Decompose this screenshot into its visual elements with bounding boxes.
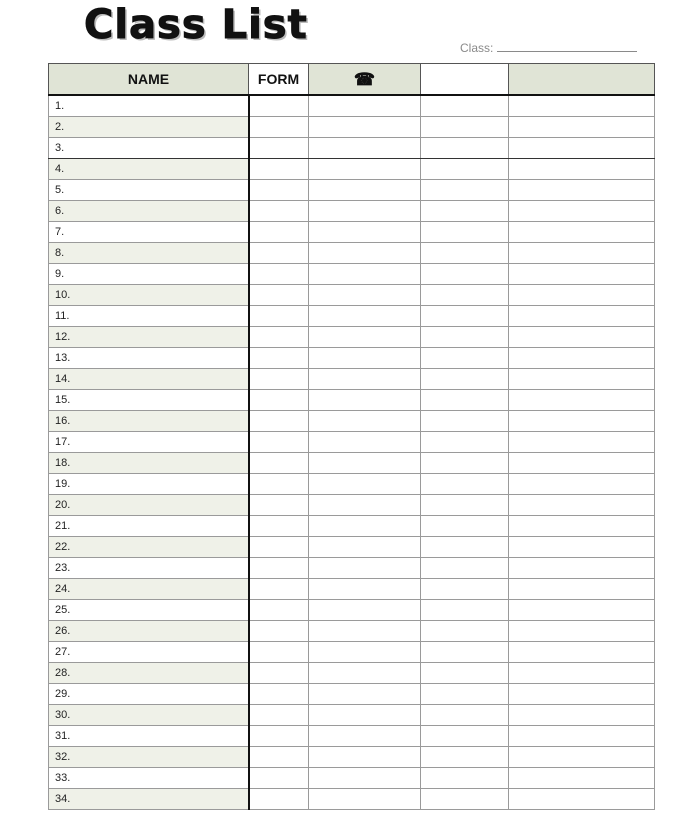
blank-cell[interactable] <box>421 117 509 138</box>
table-row <box>49 600 655 621</box>
table-row <box>49 621 655 642</box>
table-row <box>49 495 655 516</box>
blank-cell[interactable] <box>421 642 509 663</box>
blank-cell[interactable] <box>509 348 655 369</box>
row-number-cell: 13. <box>49 348 249 369</box>
row-number-cell: 5. <box>49 180 249 201</box>
form-cell[interactable] <box>249 327 309 348</box>
table-row <box>49 579 655 600</box>
row-number-cell: 17. <box>49 432 249 453</box>
blank-cell[interactable] <box>421 579 509 600</box>
form-cell[interactable] <box>249 621 309 642</box>
form-cell[interactable] <box>249 285 309 306</box>
row-number-cell: 18. <box>49 453 249 474</box>
phone-cell[interactable] <box>309 600 421 621</box>
form-cell[interactable] <box>249 747 309 768</box>
header-blank-1[interactable] <box>421 64 509 96</box>
table-row <box>49 285 655 306</box>
phone-cell[interactable] <box>309 579 421 600</box>
class-blank-line[interactable] <box>497 40 637 52</box>
form-cell[interactable] <box>249 306 309 327</box>
row-number-cell: 2. <box>49 117 249 138</box>
table-row <box>49 663 655 684</box>
blank-cell[interactable] <box>421 747 509 768</box>
blank-cell[interactable] <box>509 243 655 264</box>
table-row <box>49 180 655 201</box>
table-row <box>49 516 655 537</box>
phone-cell[interactable] <box>309 95 421 117</box>
table-row <box>49 432 655 453</box>
form-cell[interactable] <box>249 663 309 684</box>
blank-cell[interactable] <box>509 327 655 348</box>
blank-cell[interactable] <box>509 600 655 621</box>
form-cell[interactable] <box>249 180 309 201</box>
blank-cell[interactable] <box>509 432 655 453</box>
form-cell[interactable] <box>249 348 309 369</box>
table-row <box>49 558 655 579</box>
form-cell[interactable] <box>249 138 309 159</box>
form-cell[interactable] <box>249 579 309 600</box>
phone-cell[interactable] <box>309 663 421 684</box>
blank-cell[interactable] <box>421 138 509 159</box>
row-number-cell: 24. <box>49 579 249 600</box>
table-row <box>49 95 655 117</box>
row-number-cell: 26. <box>49 621 249 642</box>
blank-cell[interactable] <box>421 726 509 747</box>
row-number-cell: 6. <box>49 201 249 222</box>
phone-cell[interactable] <box>309 264 421 285</box>
phone-cell[interactable] <box>309 138 421 159</box>
blank-cell[interactable] <box>421 201 509 222</box>
row-number-cell: 29. <box>49 684 249 705</box>
blank-cell[interactable] <box>509 705 655 726</box>
form-cell[interactable] <box>249 495 309 516</box>
phone-cell[interactable] <box>309 642 421 663</box>
form-cell[interactable] <box>249 768 309 789</box>
form-cell[interactable] <box>249 726 309 747</box>
phone-cell[interactable] <box>309 747 421 768</box>
form-cell[interactable] <box>249 390 309 411</box>
table-row <box>49 642 655 663</box>
row-number-cell: 3. <box>49 138 249 159</box>
form-cell[interactable] <box>249 789 309 810</box>
blank-cell[interactable] <box>509 180 655 201</box>
row-number-cell: 7. <box>49 222 249 243</box>
table-row <box>49 705 655 726</box>
table-row <box>49 747 655 768</box>
phone-cell[interactable] <box>309 705 421 726</box>
class-list-table <box>48 63 655 810</box>
blank-cell[interactable] <box>509 642 655 663</box>
row-number-cell: 19. <box>49 474 249 495</box>
blank-cell[interactable] <box>509 474 655 495</box>
phone-cell[interactable] <box>309 537 421 558</box>
blank-cell[interactable] <box>509 411 655 432</box>
header-blank-2[interactable] <box>509 64 655 96</box>
header-name: NAME <box>49 64 249 96</box>
form-cell[interactable] <box>249 642 309 663</box>
table-row <box>49 537 655 558</box>
blank-cell[interactable] <box>421 516 509 537</box>
table-row <box>49 348 655 369</box>
table-row <box>49 768 655 789</box>
form-cell[interactable] <box>249 369 309 390</box>
form-cell[interactable] <box>249 516 309 537</box>
blank-cell[interactable] <box>509 747 655 768</box>
blank-cell[interactable] <box>421 285 509 306</box>
phone-cell[interactable] <box>309 495 421 516</box>
form-cell[interactable] <box>249 705 309 726</box>
table-row <box>49 684 655 705</box>
blank-cell[interactable] <box>509 285 655 306</box>
form-cell[interactable] <box>249 600 309 621</box>
table-row <box>49 411 655 432</box>
blank-cell[interactable] <box>509 138 655 159</box>
phone-cell[interactable] <box>309 369 421 390</box>
phone-cell[interactable] <box>309 117 421 138</box>
blank-cell[interactable] <box>421 306 509 327</box>
blank-cell[interactable] <box>421 768 509 789</box>
form-cell[interactable] <box>249 453 309 474</box>
row-number-cell: 1. <box>49 95 249 117</box>
form-cell[interactable] <box>249 474 309 495</box>
row-number-cell: 23. <box>49 558 249 579</box>
row-number-cell: 22. <box>49 537 249 558</box>
phone-cell[interactable] <box>309 558 421 579</box>
blank-cell[interactable] <box>509 726 655 747</box>
blank-cell[interactable] <box>421 411 509 432</box>
blank-cell[interactable] <box>509 789 655 810</box>
form-cell[interactable] <box>249 201 309 222</box>
blank-cell[interactable] <box>421 327 509 348</box>
blank-cell[interactable] <box>421 600 509 621</box>
phone-cell[interactable] <box>309 621 421 642</box>
row-number-cell: 16. <box>49 411 249 432</box>
blank-cell[interactable] <box>421 180 509 201</box>
phone-cell[interactable] <box>309 726 421 747</box>
phone-cell[interactable] <box>309 411 421 432</box>
phone-cell[interactable] <box>309 348 421 369</box>
table-row <box>49 453 655 474</box>
phone-cell[interactable] <box>309 390 421 411</box>
blank-cell[interactable] <box>509 117 655 138</box>
table-row <box>49 117 655 138</box>
blank-cell[interactable] <box>509 159 655 180</box>
blank-cell[interactable] <box>509 222 655 243</box>
table-row <box>49 327 655 348</box>
row-number-cell: 8. <box>49 243 249 264</box>
row-number-cell: 4. <box>49 159 249 180</box>
page-title: Class List <box>84 2 308 48</box>
blank-cell[interactable] <box>509 579 655 600</box>
table-row <box>49 390 655 411</box>
blank-cell[interactable] <box>421 390 509 411</box>
header-form: FORM <box>249 64 309 96</box>
row-number-cell: 33. <box>49 768 249 789</box>
form-cell[interactable] <box>249 159 309 180</box>
blank-cell[interactable] <box>509 264 655 285</box>
phone-cell[interactable] <box>309 453 421 474</box>
blank-cell[interactable] <box>421 621 509 642</box>
row-number-cell: 9. <box>49 264 249 285</box>
blank-cell[interactable] <box>421 453 509 474</box>
form-cell[interactable] <box>249 117 309 138</box>
table-row <box>49 201 655 222</box>
table-row <box>49 369 655 390</box>
form-cell[interactable] <box>249 95 309 117</box>
blank-cell[interactable] <box>421 495 509 516</box>
blank-cell[interactable] <box>509 621 655 642</box>
table-row <box>49 264 655 285</box>
row-number-cell: 32. <box>49 747 249 768</box>
form-cell[interactable] <box>249 264 309 285</box>
table-row <box>49 222 655 243</box>
blank-cell[interactable] <box>509 516 655 537</box>
blank-cell[interactable] <box>421 663 509 684</box>
blank-cell[interactable] <box>509 558 655 579</box>
row-number-cell: 12. <box>49 327 249 348</box>
phone-cell[interactable] <box>309 159 421 180</box>
row-number-cell: 34. <box>49 789 249 810</box>
row-number-cell: 31. <box>49 726 249 747</box>
phone-cell[interactable] <box>309 306 421 327</box>
blank-cell[interactable] <box>421 369 509 390</box>
row-number-cell: 14. <box>49 369 249 390</box>
class-field[interactable] <box>460 40 637 55</box>
table-row <box>49 474 655 495</box>
blank-cell[interactable] <box>421 705 509 726</box>
phone-cell[interactable] <box>309 789 421 810</box>
class-label: Class: <box>460 41 494 55</box>
row-number-cell: 28. <box>49 663 249 684</box>
form-cell[interactable] <box>249 222 309 243</box>
blank-cell[interactable] <box>509 453 655 474</box>
blank-cell[interactable] <box>509 684 655 705</box>
blank-cell[interactable] <box>421 789 509 810</box>
row-number-cell: 15. <box>49 390 249 411</box>
header-row <box>49 64 655 96</box>
table-row <box>49 726 655 747</box>
row-number-cell: 10. <box>49 285 249 306</box>
phone-cell[interactable] <box>309 327 421 348</box>
row-number-cell: 25. <box>49 600 249 621</box>
header-phone <box>309 64 421 96</box>
blank-cell[interactable] <box>509 495 655 516</box>
blank-cell[interactable] <box>421 474 509 495</box>
blank-cell[interactable] <box>421 264 509 285</box>
blank-cell[interactable] <box>509 201 655 222</box>
blank-cell[interactable] <box>509 768 655 789</box>
table-row <box>49 306 655 327</box>
form-cell[interactable] <box>249 537 309 558</box>
row-number-cell: 30. <box>49 705 249 726</box>
blank-cell[interactable] <box>509 663 655 684</box>
blank-cell[interactable] <box>509 369 655 390</box>
blank-cell[interactable] <box>421 222 509 243</box>
blank-cell[interactable] <box>509 390 655 411</box>
phone-cell[interactable] <box>309 285 421 306</box>
blank-cell[interactable] <box>509 537 655 558</box>
phone-cell[interactable] <box>309 180 421 201</box>
phone-cell[interactable] <box>309 243 421 264</box>
phone-cell[interactable] <box>309 432 421 453</box>
row-number-cell: 21. <box>49 516 249 537</box>
phone-cell[interactable] <box>309 768 421 789</box>
phone-cell[interactable] <box>309 516 421 537</box>
row-number-cell: 20. <box>49 495 249 516</box>
form-cell[interactable] <box>249 558 309 579</box>
row-number-cell: 11. <box>49 306 249 327</box>
form-cell[interactable] <box>249 411 309 432</box>
form-cell[interactable] <box>249 432 309 453</box>
blank-cell[interactable] <box>421 558 509 579</box>
form-cell[interactable] <box>249 243 309 264</box>
blank-cell[interactable] <box>421 243 509 264</box>
phone-icon: ☎ <box>353 69 376 89</box>
blank-cell[interactable] <box>421 159 509 180</box>
phone-cell[interactable] <box>309 222 421 243</box>
table-row <box>49 243 655 264</box>
table-row <box>49 159 655 180</box>
blank-cell[interactable] <box>509 95 655 117</box>
table-row <box>49 789 655 810</box>
blank-cell[interactable] <box>421 432 509 453</box>
phone-cell[interactable] <box>309 684 421 705</box>
blank-cell[interactable] <box>509 306 655 327</box>
phone-cell[interactable] <box>309 474 421 495</box>
blank-cell[interactable] <box>421 348 509 369</box>
row-number-cell: 27. <box>49 642 249 663</box>
phone-cell[interactable] <box>309 201 421 222</box>
form-cell[interactable] <box>249 684 309 705</box>
blank-cell[interactable] <box>421 95 509 117</box>
table-row <box>49 138 655 159</box>
blank-cell[interactable] <box>421 684 509 705</box>
blank-cell[interactable] <box>421 537 509 558</box>
